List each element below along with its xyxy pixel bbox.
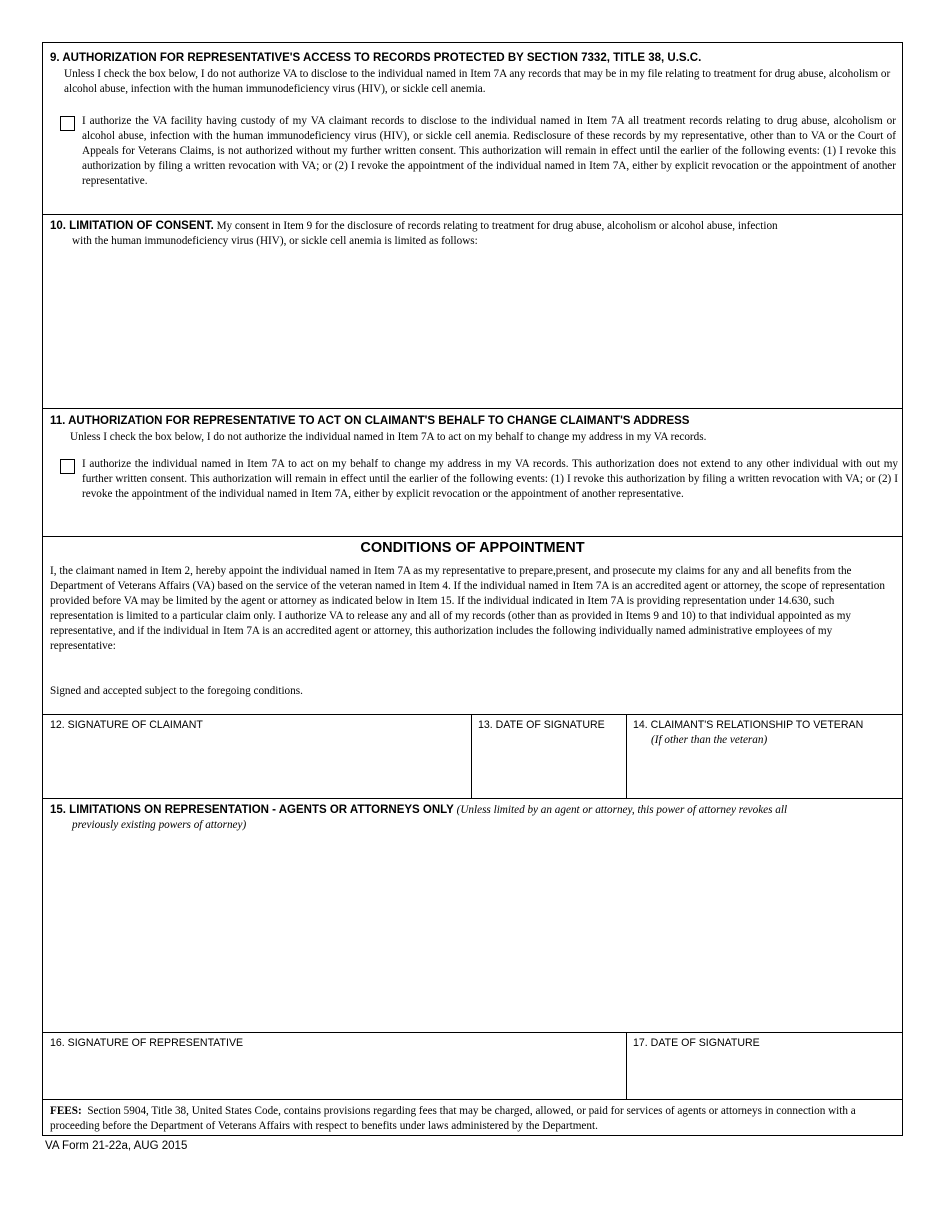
item-10-section bbox=[43, 215, 902, 409]
signature-row-representative bbox=[43, 1033, 902, 1100]
item-11-heading: 11. AUTHORIZATION FOR REPRESENTATIVE TO ACT ON CLAIMANT'S BEHALF TO CHANGE CLAIMANT'S ADDRESS bbox=[50, 415, 690, 427]
item-16-field[interactable] bbox=[43, 1033, 626, 1099]
conditions-section bbox=[43, 537, 902, 715]
fees-text: Section 5904, Title 38, United States Code, contains provisions regarding fees that may be charged, allowed, or paid for services of agents or attorneys in connection with a proceeding before the Department of Veterans Affairs with respect to benefits under laws administered by the Department. bbox=[50, 1105, 856, 1132]
item-15-entry-area[interactable] bbox=[50, 837, 895, 1026]
item-9-intro: Unless I check the box below, I do not authorize VA to disclose to the individual named in Item 7A any records that may be in my file relating to treatment for drug abuse, alcoholism or alcohol abuse, infection with the human immunodeficiency virus (HIV), or sickle cell anemia. bbox=[64, 68, 891, 95]
form-number-footer: VA Form 21-22a, AUG 2015 bbox=[45, 1140, 188, 1152]
item-10-entry-area[interactable] bbox=[50, 253, 895, 402]
item-15-heading: 15. LIMITATIONS ON REPRESENTATION - AGENTS OR ATTORNEYS ONLY bbox=[50, 804, 454, 816]
item-9-section bbox=[43, 43, 902, 215]
item-17-field[interactable] bbox=[627, 1033, 902, 1099]
va-form-page bbox=[42, 42, 903, 1136]
conditions-title: CONDITIONS OF APPOINTMENT bbox=[360, 540, 585, 556]
conditions-text: I, the claimant named in Item 2, hereby appoint the individual named in Item 7A as my representative to prepare,present, and prosecute my claims for any and all benefits from the Department of Veterans Affairs (VA) based on the service of the veteran named in Item 4. If the individual named in Item 7A is an accredited agent or attorney, the scope of representation provided before VA may be limited by the agent or attorney as indicated below in Item 15. If the individual indicated in Item 7A is providing representation under 14.630, such representation is limited to a particular claim only. I authorize VA to release any and all of my records (other than as provided in Items 9 and 10) to that individual appointed as my representative, and if the individual in Item 7A is an accredited agent or attorney, this authorization includes the following individually named administrative employees of my representative: bbox=[50, 565, 885, 652]
item-15-header-line bbox=[50, 803, 900, 818]
item-10-header-line bbox=[50, 219, 900, 234]
fees-text-block bbox=[50, 1104, 895, 1134]
item-17-label: 17. DATE OF SIGNATURE bbox=[633, 1037, 760, 1049]
item-12-label: 12. SIGNATURE OF CLAIMANT bbox=[50, 719, 203, 731]
item-14-sublabel: (If other than the veteran) bbox=[651, 734, 768, 746]
fees-section bbox=[43, 1100, 902, 1135]
item-14-label: 14. CLAIMANT'S RELATIONSHIP TO VETERAN bbox=[633, 719, 864, 731]
item-11-section bbox=[43, 409, 902, 537]
item-9-checkbox[interactable] bbox=[60, 116, 75, 131]
item-16-label: 16. SIGNATURE OF REPRESENTATIVE bbox=[50, 1037, 244, 1049]
item-13-field[interactable] bbox=[472, 715, 626, 798]
item-9-heading: 9. AUTHORIZATION FOR REPRESENTATIVE'S ACCESS TO RECORDS PROTECTED BY SECTION 7332, TITLE 38, U.S.C. bbox=[50, 52, 702, 64]
fees-label: FEES: bbox=[50, 1105, 82, 1117]
item-14-field[interactable] bbox=[627, 715, 902, 798]
signature-row-claimant bbox=[43, 715, 902, 799]
item-15-note: (Unless limited by an agent or attorney, this power of attorney revokes all bbox=[456, 804, 788, 816]
item-15-section bbox=[43, 799, 902, 1033]
item-12-field[interactable] bbox=[43, 715, 471, 798]
item-10-heading: 10. LIMITATION OF CONSENT. bbox=[50, 220, 214, 232]
item-11-checkbox[interactable] bbox=[60, 459, 75, 474]
item-15-note-continued: previously existing powers of attorney) bbox=[72, 819, 247, 831]
item-11-intro: Unless I check the box below, I do not authorize the individual named in Item 7A to act on my behalf to change my address in my VA records. bbox=[70, 431, 707, 443]
item-9-checkbox-text: I authorize the VA facility having custody of my VA claimant records to disclose to the individual named in Item 7A all treatment records relating to drug abuse, alcoholism or alcohol abuse, infection with the human immunodeficiency virus (HIV), or sickle cell anemia. Redisclosure of these records by my representative, other than to VA or the Court of Appeals for Veterans Claims, is not authorized without my further written consent. This authorization will remain in effect until the earlier of the following events: (1) I revoke this authorization by filing a written revocation with VA; or (2) I revoke the appointment of the individual named in Item 7A, either by explicit revocation or the appointment of another representative. bbox=[82, 115, 896, 187]
item-13-label: 13. DATE OF SIGNATURE bbox=[478, 719, 605, 731]
item-10-text-continued: with the human immunodeficiency virus (HIV), or sickle cell anemia is limited as follows: bbox=[72, 235, 478, 247]
conditions-signed-text: Signed and accepted subject to the foregoing conditions. bbox=[50, 685, 303, 697]
item-11-checkbox-text: I authorize the individual named in Item 7A to act on my behalf to change my address in my VA records. This authorization does not extend to any other individual with out my further written consent. This authorization will remain in effect until the earlier of the following events: (1) I revoke this authorization by filing a written revocation with VA; or (2) I revoke the appointment of the individual named in Item 7A, either by explicit revocation or the appointment of another representative. bbox=[82, 458, 898, 500]
item-10-text: My consent in Item 9 for the disclosure of records relating to treatment for drug abuse, alcoholism or alcohol abuse, infection bbox=[216, 220, 778, 232]
